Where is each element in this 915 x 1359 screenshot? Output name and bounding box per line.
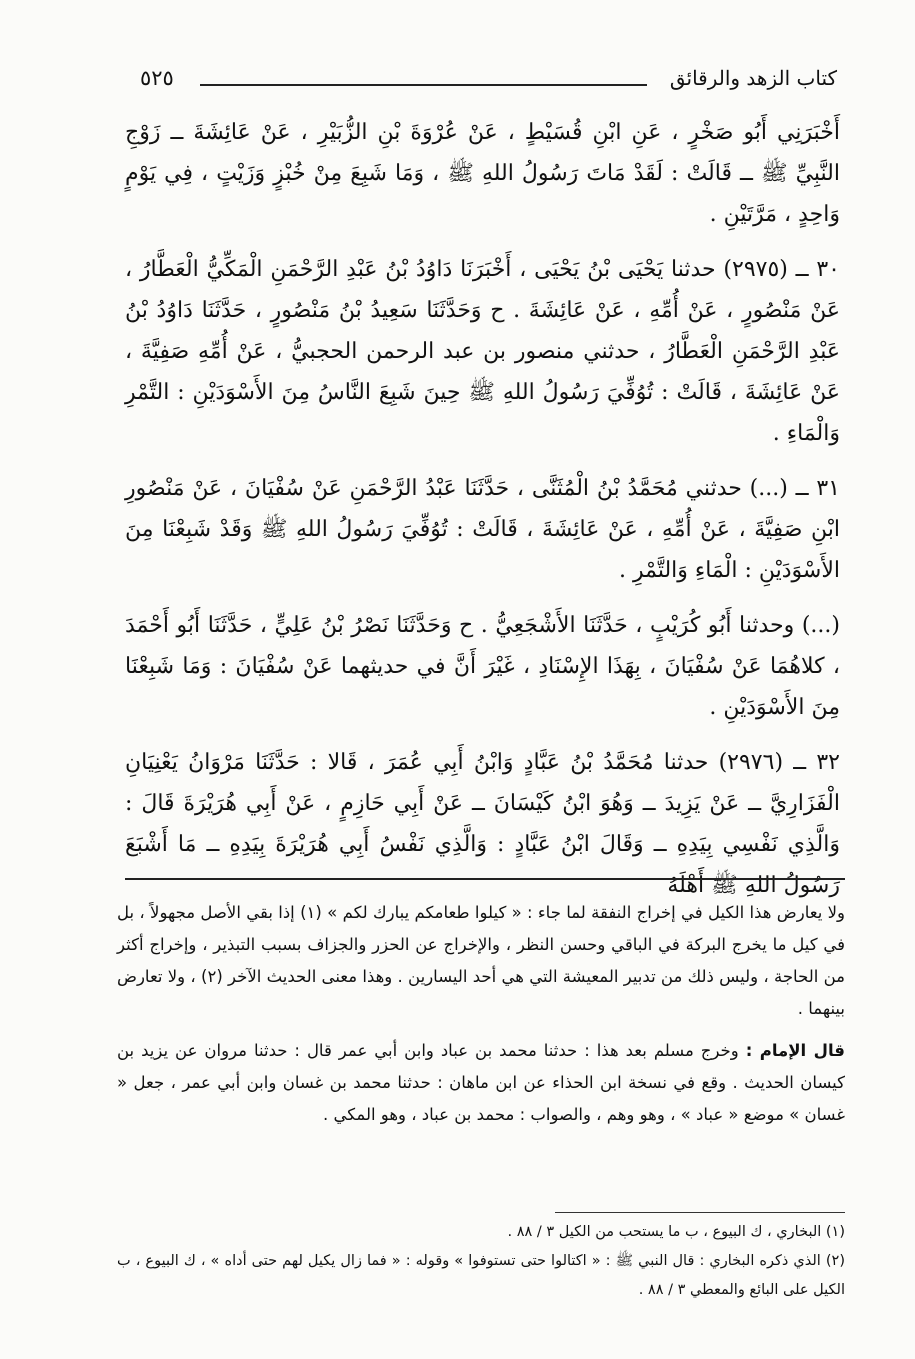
- footnotes: [117, 1218, 845, 1305]
- text-divider: [125, 878, 845, 880]
- footnote-2: (٢) الذي ذكره البخاري : قال النبي ﷺ : « اكتالوا حتى تستوفوا » وقوله : « فما زال يكيل لهم حتى أداه » ، ك البيوع ، ب الكيل على البائع والمعطي ٣ / ٨٨ .: [117, 1253, 845, 1298]
- commentary-lead: قال الإمام :: [745, 1041, 845, 1060]
- header-rule: [200, 84, 647, 86]
- hadith-paragraph: أَخْبَرَنِي أَبُو صَخْرٍ ، عَنِ ابْنِ قُسَيْطٍ ، عَنْ عُرْوَةَ بْنِ الزُّبَيْرِ ، عَنْ عَائِشَةَ ــ زَوْجِ النَّبِيِّ ﷺ ــ قَالَتْ : لَقَدْ مَاتَ رَسُولُ اللهِ ﷺ ، وَمَا شَبِعَ مِنْ خُبْزٍ وَزَيْتٍ ، فِي يَوْمٍ وَاحِدٍ ، مَرَّتَيْنِ .: [125, 120, 840, 227]
- page-header: [140, 62, 837, 102]
- commentary-paragraph: [117, 1035, 845, 1131]
- hadith-paragraph: ٣٠ ــ (٢٩٧٥) حدثنا يَحْيَى بْنُ يَحْيَى ، أَخْبَرَنَا دَاوُدُ بْنُ عَبْدِ الرَّحْمَنِ الْمَكِّيُّ الْعَطَّارُ ، عَنْ مَنْصُورٍ ، عَنْ أُمِّهِ ، عَنْ عَائِشَةَ . ح وَحَدَّثَنَا سَعِيدُ بْنُ مَنْصُورٍ ، حَدَّثَنَا دَاوُدُ بْنُ عَبْدِ الرَّحْمَنِ الْعَطَّارُ ، حدثني منصور بن عبد الرحمن الحجبيُّ ، عَنْ أُمِّهِ صَفِيَّةَ ، عَنْ عَائِشَةَ ، قَالَتْ : تُوُفِّيَ رَسُولُ اللهِ ﷺ حِينَ شَبِعَ النَّاسُ مِنَ الأَسْوَدَيْنِ : التَّمْرِ وَالْمَاءِ .: [125, 257, 840, 446]
- hadith-text: [125, 112, 840, 920]
- page-number: ٥٢٥: [140, 66, 174, 90]
- running-title: كتاب الزهد والرقائق: [669, 66, 837, 90]
- commentary-body: وخرج مسلم بعد هذا : حدثنا محمد بن عباد وابن أبي عمر قال : حدثنا مروان عن يزيد بن كيسان الحديث . وقع في نسخة ابن الحذاء عن ابن ماهان : حدثنا محمد بن غسان وابن أبي عمر ، جعل « غسان » موضع « عباد » ، وهو وهم ، والصواب : محمد بن عباد ، وهو المكي .: [117, 1041, 845, 1124]
- hadith-paragraph: ٣٢ ــ (٢٩٧٦) حدثنا مُحَمَّدُ بْنُ عَبَّادٍ وَابْنُ أَبِي عُمَرَ ، قَالا : حَدَّثَنَا مَرْوَانُ يَعْنِيَانِ الْفَزَارِيَّ ــ عَنْ يَزِيدَ ــ وَهُوَ ابْنُ كَيْسَانَ ــ عَنْ أَبِي حَازِمٍ ، عَنْ أَبِي هُرَيْرَةَ قَالَ : وَالَّذِي نَفْسِي بِيَدِهِ ــ وَقَالَ ابْنُ عَبَّادٍ : وَالَّذِي نَفْسُ أَبِي هُرَيْرَةَ بِيَدِهِ ــ مَا أَشْبَعَ رَسُولُ اللهِ ﷺ أَهْلَهُ: [125, 750, 840, 898]
- commentary-paragraph: ولا يعارض هذا الكيل في إخراج النفقة لما جاء : « كيلوا طعامكم يبارك لكم » (١) إذا بقي الأصل مجهولاً ، بل في كيل ما يخرج البركة في الباقي وحسن النظر ، والإخراج عن الحزر والجزاف بسبب التبذير ، وإخراج أكثر من الحاجة ، وليس ذلك من تدبير المعيشة التي هي أحد اليسارين . وهذا معنى الحديث الآخر (٢) ، ولا تعارض بينهما .: [117, 903, 845, 1018]
- commentary: [117, 897, 845, 1141]
- hadith-paragraph: (...) وحدثنا أَبُو كُرَيْبٍ ، حَدَّثَنَا الأَشْجَعِيُّ . ح وَحَدَّثَنَا نَصْرُ بْنُ عَلِيٍّ ، حَدَّثَنَا أَبُو أَحْمَدَ ، كلاهُمَا عَنْ سُفْيَانَ ، بِهَذَا الإِسْنَادِ ، غَيْرَ أَنَّ في حديثهما عَنْ سُفْيَانَ : وَمَا شَبِعْنَا مِنَ الأَسْوَدَيْنِ .: [125, 613, 840, 720]
- hadith-paragraph: ٣١ ــ (...) حدثني مُحَمَّدُ بْنُ الْمُثَنَّى ، حَدَّثَنَا عَبْدُ الرَّحْمَنِ عَنْ سُفْيَانَ ، عَنْ مَنْصُورِ ابْنِ صَفِيَّةَ ، عَنْ أُمِّهِ ، عَنْ عَائِشَةَ ، قَالَتْ : تُوُفِّيَ رَسُولُ اللهِ ﷺ وَقَدْ شَبِعْنَا مِنَ الأَسْوَدَيْنِ : الْمَاءِ وَالتَّمْرِ .: [125, 476, 840, 583]
- footnote-1: (١) البخاري ، ك البيوع ، ب ما يستحب من الكيل ٣ / ٨٨ .: [507, 1224, 845, 1240]
- footnote-divider: [555, 1212, 845, 1213]
